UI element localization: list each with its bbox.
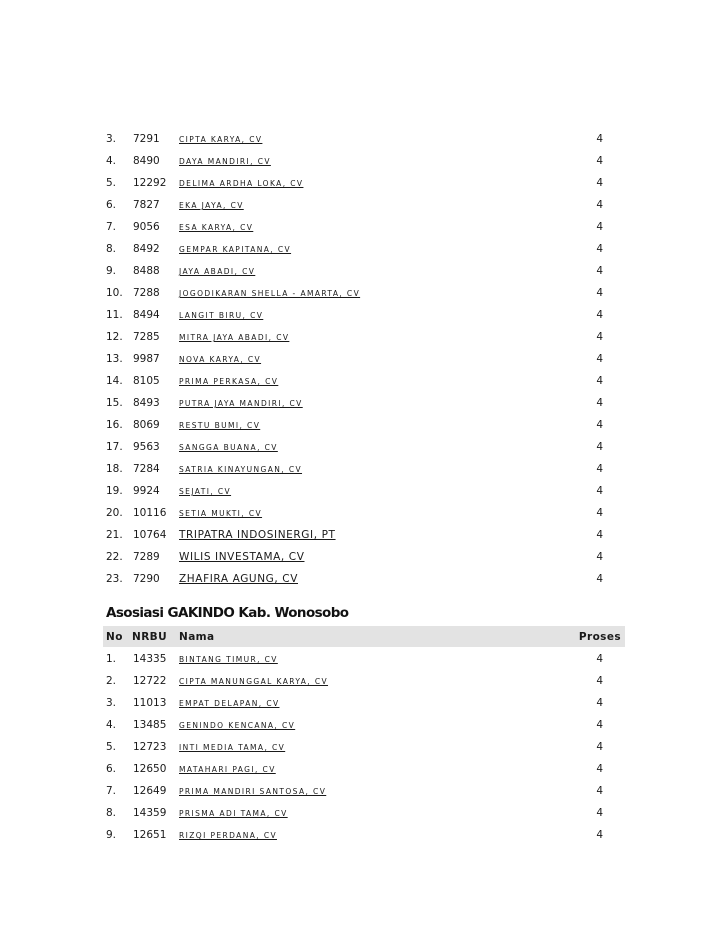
company-name-link[interactable]: PRIMA PERKASA, CV bbox=[179, 377, 279, 386]
row-proses: 4 bbox=[596, 551, 603, 563]
company-table-1 bbox=[103, 128, 625, 590]
row-number: 18. bbox=[106, 463, 123, 475]
row-proses: 4 bbox=[596, 353, 603, 365]
table-row bbox=[103, 238, 625, 260]
table-header bbox=[103, 626, 625, 647]
row-proses: 4 bbox=[596, 653, 603, 665]
company-name-link[interactable]: GENINDO KENCANA, CV bbox=[179, 721, 296, 730]
row-number: 10. bbox=[106, 287, 123, 299]
company-name-link[interactable]: PRIMA MANDIRI SANTOSA, CV bbox=[179, 787, 327, 796]
row-nrbu: 8493 bbox=[133, 397, 160, 409]
row-nrbu: 14359 bbox=[133, 807, 167, 819]
table-row bbox=[103, 216, 625, 238]
table-row bbox=[103, 304, 625, 326]
row-proses: 4 bbox=[596, 763, 603, 775]
row-proses: 4 bbox=[596, 133, 603, 145]
row-nrbu: 8490 bbox=[133, 155, 160, 167]
row-nrbu: 11013 bbox=[133, 697, 167, 709]
company-name-link[interactable]: JAYA ABADI, CV bbox=[179, 267, 256, 276]
row-proses: 4 bbox=[596, 221, 603, 233]
row-nrbu: 8069 bbox=[133, 419, 160, 431]
table-row bbox=[103, 128, 625, 150]
row-nrbu: 9056 bbox=[133, 221, 160, 233]
company-table-2 bbox=[103, 648, 625, 846]
table-row bbox=[103, 714, 625, 736]
company-name-link[interactable]: DELIMA ARDHA LOKA, CV bbox=[179, 179, 304, 188]
row-nrbu: 8494 bbox=[133, 309, 160, 321]
company-name-link[interactable]: RIZQI PERDANA, CV bbox=[179, 831, 277, 840]
company-name-link[interactable]: CIPTA MANUNGGAL KARYA, CV bbox=[179, 677, 329, 686]
row-proses: 4 bbox=[596, 375, 603, 387]
row-proses: 4 bbox=[596, 199, 603, 211]
row-proses: 4 bbox=[596, 287, 603, 299]
company-name-link[interactable]: WILIS INVESTAMA, CV bbox=[179, 551, 305, 563]
header-no: No bbox=[106, 631, 123, 643]
company-name-link[interactable]: ZHAFIRA AGUNG, CV bbox=[179, 573, 298, 585]
company-name-link[interactable]: DAYA MANDIRI, CV bbox=[179, 157, 271, 166]
table-row bbox=[103, 194, 625, 216]
row-number: 11. bbox=[106, 309, 123, 321]
row-nrbu: 9563 bbox=[133, 441, 160, 453]
table-row bbox=[103, 260, 625, 282]
row-proses: 4 bbox=[596, 419, 603, 431]
row-number: 22. bbox=[106, 551, 123, 563]
row-number: 6. bbox=[106, 763, 117, 775]
row-nrbu: 13485 bbox=[133, 719, 167, 731]
row-proses: 4 bbox=[596, 829, 603, 841]
row-proses: 4 bbox=[596, 675, 603, 687]
company-name-link[interactable]: SETIA MUKTI, CV bbox=[179, 509, 263, 518]
row-nrbu: 7290 bbox=[133, 573, 160, 585]
table-row bbox=[103, 546, 625, 568]
table-row bbox=[103, 172, 625, 194]
table-row bbox=[103, 824, 625, 846]
row-nrbu: 8492 bbox=[133, 243, 160, 255]
row-nrbu: 10116 bbox=[133, 507, 167, 519]
row-proses: 4 bbox=[596, 463, 603, 475]
table-row bbox=[103, 692, 625, 714]
table-row bbox=[103, 326, 625, 348]
row-proses: 4 bbox=[596, 485, 603, 497]
row-number: 20. bbox=[106, 507, 123, 519]
row-number: 14. bbox=[106, 375, 123, 387]
row-proses: 4 bbox=[596, 573, 603, 585]
company-name-link[interactable]: EMPAT DELAPAN, CV bbox=[179, 699, 280, 708]
row-nrbu: 12722 bbox=[133, 675, 167, 687]
company-name-link[interactable]: MATAHARI PAGI, CV bbox=[179, 765, 276, 774]
row-number: 1. bbox=[106, 653, 117, 665]
row-number: 23. bbox=[106, 573, 123, 585]
header-nama: Nama bbox=[179, 631, 215, 643]
company-name-link[interactable]: GEMPAR KAPITANA, CV bbox=[179, 245, 292, 254]
company-name-link[interactable]: SATRIA KINAYUNGAN, CV bbox=[179, 465, 303, 474]
company-name-link[interactable]: RESTU BUMI, CV bbox=[179, 421, 261, 430]
table-row bbox=[103, 502, 625, 524]
row-number: 16. bbox=[106, 419, 123, 431]
row-nrbu: 12651 bbox=[133, 829, 167, 841]
company-name-link[interactable]: BINTANG TIMUR, CV bbox=[179, 655, 278, 664]
table-row bbox=[103, 524, 625, 546]
row-nrbu: 14335 bbox=[133, 653, 167, 665]
table-row bbox=[103, 670, 625, 692]
row-proses: 4 bbox=[596, 177, 603, 189]
row-proses: 4 bbox=[596, 741, 603, 753]
company-name-link[interactable]: INTI MEDIA TAMA, CV bbox=[179, 743, 286, 752]
table-row bbox=[103, 648, 625, 670]
row-proses: 4 bbox=[596, 397, 603, 409]
row-number: 4. bbox=[106, 155, 117, 167]
header-proses: Proses bbox=[578, 631, 621, 643]
row-number: 19. bbox=[106, 485, 123, 497]
table-row bbox=[103, 758, 625, 780]
table-row bbox=[103, 436, 625, 458]
table-row bbox=[103, 414, 625, 436]
row-nrbu: 8488 bbox=[133, 265, 160, 277]
row-proses: 4 bbox=[596, 785, 603, 797]
table-row bbox=[103, 736, 625, 758]
row-number: 13. bbox=[106, 353, 123, 365]
row-nrbu: 8105 bbox=[133, 375, 160, 387]
section-heading: Asosiasi GAKINDO Kab. Wonosobo bbox=[106, 605, 349, 621]
row-nrbu: 7827 bbox=[133, 199, 160, 211]
company-name-link[interactable]: ESA KARYA, CV bbox=[179, 223, 254, 232]
row-number: 2. bbox=[106, 675, 117, 687]
company-name-link[interactable]: NOVA KARYA, CV bbox=[179, 355, 262, 364]
row-number: 6. bbox=[106, 199, 117, 211]
row-number: 7. bbox=[106, 221, 117, 233]
row-proses: 4 bbox=[596, 697, 603, 709]
row-nrbu: 12292 bbox=[133, 177, 167, 189]
table-row bbox=[103, 348, 625, 370]
row-proses: 4 bbox=[596, 331, 603, 343]
company-name-link[interactable]: SANGGA BUANA, CV bbox=[179, 443, 278, 452]
table-row bbox=[103, 568, 625, 590]
row-number: 7. bbox=[106, 785, 117, 797]
row-nrbu: 12649 bbox=[133, 785, 167, 797]
table-row bbox=[103, 282, 625, 304]
row-nrbu: 12723 bbox=[133, 741, 167, 753]
row-number: 17. bbox=[106, 441, 123, 453]
row-number: 3. bbox=[106, 133, 117, 145]
row-number: 5. bbox=[106, 177, 117, 189]
row-proses: 4 bbox=[596, 529, 603, 541]
row-nrbu: 9987 bbox=[133, 353, 160, 365]
row-number: 3. bbox=[106, 697, 117, 709]
table-row bbox=[103, 150, 625, 172]
row-number: 9. bbox=[106, 265, 117, 277]
row-proses: 4 bbox=[596, 807, 603, 819]
row-nrbu: 7284 bbox=[133, 463, 160, 475]
row-number: 8. bbox=[106, 807, 117, 819]
row-proses: 4 bbox=[596, 507, 603, 519]
row-nrbu: 9924 bbox=[133, 485, 160, 497]
row-nrbu: 7291 bbox=[133, 133, 160, 145]
row-number: 8. bbox=[106, 243, 117, 255]
row-number: 15. bbox=[106, 397, 123, 409]
row-number: 4. bbox=[106, 719, 117, 731]
row-number: 9. bbox=[106, 829, 117, 841]
table-row bbox=[103, 370, 625, 392]
company-name-link[interactable]: PRISMA ADI TAMA, CV bbox=[179, 809, 288, 818]
row-proses: 4 bbox=[596, 309, 603, 321]
row-nrbu: 7288 bbox=[133, 287, 160, 299]
row-proses: 4 bbox=[596, 243, 603, 255]
row-nrbu: 7289 bbox=[133, 551, 160, 563]
company-name-link[interactable]: PUTRA JAYA MANDIRI, CV bbox=[179, 399, 303, 408]
row-nrbu: 7285 bbox=[133, 331, 160, 343]
company-name-link[interactable]: EKA JAYA, CV bbox=[179, 201, 244, 210]
company-name-link[interactable]: CIPTA KARYA, CV bbox=[179, 135, 263, 144]
table-row bbox=[103, 392, 625, 414]
row-number: 5. bbox=[106, 741, 117, 753]
row-proses: 4 bbox=[596, 265, 603, 277]
row-proses: 4 bbox=[596, 719, 603, 731]
row-nrbu: 12650 bbox=[133, 763, 167, 775]
company-name-link[interactable]: TRIPATRA INDOSINERGI, PT bbox=[179, 529, 336, 541]
row-number: 21. bbox=[106, 529, 123, 541]
company-name-link[interactable]: MITRA JAYA ABADI, CV bbox=[179, 333, 290, 342]
row-proses: 4 bbox=[596, 441, 603, 453]
table-row bbox=[103, 802, 625, 824]
company-name-link[interactable]: SEJATI, CV bbox=[179, 487, 232, 496]
header-nrbu: NRBU bbox=[132, 631, 168, 643]
company-name-link[interactable]: LANGIT BIRU, CV bbox=[179, 311, 264, 320]
row-nrbu: 10764 bbox=[133, 529, 167, 541]
row-proses: 4 bbox=[596, 155, 603, 167]
row-number: 12. bbox=[106, 331, 123, 343]
company-name-link[interactable]: JOGODIKARAN SHELLA - AMARTA, CV bbox=[179, 289, 361, 298]
table-row bbox=[103, 480, 625, 502]
table-row bbox=[103, 780, 625, 802]
table-row bbox=[103, 458, 625, 480]
